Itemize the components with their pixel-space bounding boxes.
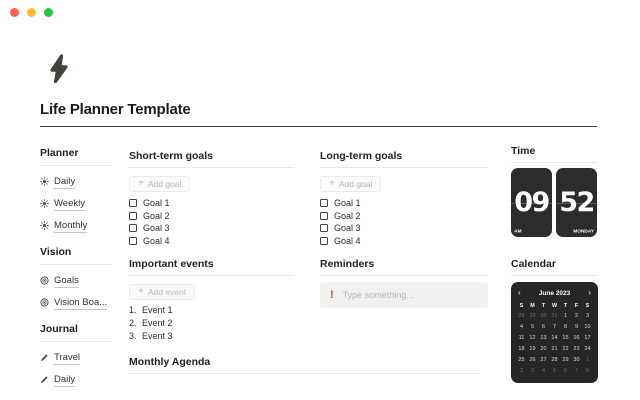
sidebar-section-title: Journal <box>40 323 78 335</box>
section-divider <box>320 167 488 168</box>
item-label: Event 2 <box>142 318 173 329</box>
checkbox[interactable] <box>320 224 328 232</box>
add-goal-button[interactable]: + Add goal <box>129 176 190 192</box>
section-time <box>511 145 597 237</box>
clock-hours: 09 <box>514 187 549 218</box>
page-title: Life Planner Template <box>40 101 191 118</box>
calendar-day-cell[interactable]: 22 <box>562 346 569 352</box>
calendar-day-cell[interactable]: 1 <box>563 313 568 319</box>
event-list <box>129 304 294 342</box>
section-divider <box>129 373 480 374</box>
window-minimize-button[interactable] <box>27 8 36 17</box>
goal-row <box>320 197 488 210</box>
clock-weekday: MONDAY <box>573 229 594 234</box>
calendar-day-cell[interactable]: 30 <box>573 357 580 363</box>
section-title: Long-term goals <box>320 150 403 162</box>
section-monthly-agenda <box>129 356 480 374</box>
checkbox[interactable] <box>320 212 328 220</box>
item-label: Goal 1 <box>143 198 170 209</box>
calendar-day-cell[interactable]: 3 <box>585 313 590 319</box>
item-label: Event 3 <box>142 330 173 341</box>
section-title: Calendar <box>511 258 556 270</box>
section-divider <box>129 167 294 168</box>
calendar-prev-icon[interactable]: ‹ <box>518 288 521 297</box>
goal-row <box>320 235 488 248</box>
list-number: 1. <box>129 305 137 316</box>
calendar-grid <box>516 311 593 377</box>
list-number: 3. <box>129 330 137 341</box>
calendar-day-cell[interactable]: 2 <box>574 313 579 319</box>
sidebar-section <box>40 146 112 237</box>
sidebar-item-label: Daily <box>54 373 76 385</box>
calendar-day-cell[interactable]: 7 <box>574 368 579 374</box>
sidebar-section-title: Planner <box>40 147 79 159</box>
clock-meridiem: AM <box>514 229 522 234</box>
clock-minutes: 52 <box>559 187 594 218</box>
section-divider <box>511 275 597 276</box>
plus-icon: + <box>138 178 144 189</box>
section-divider <box>129 275 294 276</box>
calendar-day-headers <box>516 301 593 311</box>
calendar-day-header: M <box>530 303 535 309</box>
section-reminders <box>320 258 488 308</box>
section-long-term-goals <box>320 150 488 247</box>
section-short-term-goals <box>129 150 294 247</box>
calendar-day-cell[interactable]: 25 <box>518 357 525 363</box>
calendar-day-cell[interactable]: 8 <box>585 368 590 374</box>
calendar-day-cell[interactable]: 29 <box>529 313 536 319</box>
calendar-day-cell[interactable]: 14 <box>551 335 558 341</box>
calendar-day-cell[interactable]: 11 <box>518 335 525 341</box>
calendar-day-cell[interactable]: 29 <box>562 357 569 363</box>
calendar-day-cell[interactable]: 19 <box>529 346 536 352</box>
long-term-goal-list <box>320 197 488 247</box>
calendar-day-header: S <box>519 303 524 309</box>
checkbox[interactable] <box>129 224 137 232</box>
calendar-day-header: W <box>551 303 558 309</box>
item-label: Goal 2 <box>334 210 361 221</box>
event-row <box>129 304 294 317</box>
calendar-day-cell[interactable]: 13 <box>540 335 547 341</box>
goal-row <box>129 197 294 210</box>
section-divider <box>320 275 488 276</box>
calendar-day-header: T <box>541 303 546 309</box>
sidebar-item-label: Travel <box>54 351 81 363</box>
calendar-day-cell[interactable]: 3 <box>530 368 535 374</box>
item-label: Goal 3 <box>143 223 170 234</box>
calendar-day-cell[interactable]: 20 <box>540 346 547 352</box>
checkbox[interactable] <box>320 199 328 207</box>
exclamation-icon: ! <box>330 289 334 301</box>
calendar-day-cell[interactable]: 17 <box>584 335 591 341</box>
section-title: Reminders <box>320 258 375 270</box>
calendar-day-header: S <box>585 303 590 309</box>
calendar-nav <box>516 287 593 299</box>
sidebar-item-daily[interactable] <box>40 369 112 391</box>
goal-row <box>129 222 294 235</box>
sidebar-section <box>40 322 112 391</box>
sidebar-divider <box>40 264 112 265</box>
sidebar-item-weekly[interactable] <box>40 193 112 215</box>
sidebar-item-monthly[interactable] <box>40 215 112 237</box>
checkbox[interactable] <box>129 199 137 207</box>
calendar-day-cell[interactable]: 23 <box>573 346 580 352</box>
goal-row <box>320 222 488 235</box>
checkbox[interactable] <box>129 212 137 220</box>
plus-icon: + <box>138 286 144 297</box>
calendar-day-cell[interactable]: 9 <box>574 324 579 330</box>
section-title: Time <box>511 145 536 157</box>
item-label: Goal 2 <box>143 210 170 221</box>
calendar-day-cell[interactable]: 31 <box>551 313 558 319</box>
calendar-day-cell[interactable]: 12 <box>529 335 536 341</box>
calendar-day-cell[interactable]: 30 <box>540 313 547 319</box>
add-goal-button[interactable]: + Add goal <box>320 176 381 192</box>
pencil-icon <box>40 349 49 367</box>
checkbox[interactable] <box>129 237 137 245</box>
calendar-day-cell[interactable]: 28 <box>551 357 558 363</box>
event-row <box>129 317 294 330</box>
item-label: Event 1 <box>142 305 173 316</box>
target-icon <box>40 272 49 290</box>
sidebar-item-label: Goals <box>54 274 79 286</box>
calendar-day-cell[interactable]: 26 <box>529 357 536 363</box>
calendar-day-cell[interactable]: 16 <box>573 335 580 341</box>
sidebar-divider <box>40 165 112 166</box>
sidebar-item-goals[interactable] <box>40 270 112 292</box>
section-divider <box>511 162 597 163</box>
calendar-day-cell[interactable]: 24 <box>584 346 591 352</box>
calendar-day-cell[interactable]: 4 <box>541 368 546 374</box>
calendar-day-cell[interactable]: 5 <box>530 324 535 330</box>
clock-minutes-card <box>556 168 597 237</box>
calendar-day-cell[interactable]: 10 <box>584 324 591 330</box>
section-calendar <box>511 258 597 383</box>
sidebar <box>40 146 112 399</box>
item-label: Goal 4 <box>143 235 170 246</box>
lightning-icon <box>46 53 72 85</box>
sun-icon <box>40 173 49 191</box>
clock-hours-card <box>511 168 552 237</box>
reminder-input[interactable] <box>320 282 488 308</box>
calendar-next-icon[interactable]: › <box>588 288 591 297</box>
calendar-day-cell[interactable]: 8 <box>563 324 568 330</box>
target-icon <box>40 294 49 312</box>
sidebar-item-daily[interactable] <box>40 171 112 193</box>
list-number: 2. <box>129 318 137 329</box>
calendar-day-cell[interactable]: 28 <box>518 313 525 319</box>
sidebar-item-travel[interactable] <box>40 347 112 369</box>
calendar-day-cell[interactable]: 27 <box>540 357 547 363</box>
calendar-day-header: T <box>563 303 568 309</box>
item-label: Goal 3 <box>334 223 361 234</box>
window-close-button[interactable] <box>10 8 19 17</box>
calendar-day-cell[interactable]: 4 <box>519 324 524 330</box>
section-title: Monthly Agenda <box>129 356 211 368</box>
section-title: Short-term goals <box>129 150 214 162</box>
calendar-day-cell[interactable]: 2 <box>519 368 524 374</box>
calendar-widget <box>511 282 598 383</box>
short-term-goal-list <box>129 197 294 247</box>
sidebar-divider <box>40 341 112 342</box>
window-zoom-button[interactable] <box>44 8 53 17</box>
sidebar-item-vision-boa[interactable] <box>40 292 112 314</box>
sidebar-item-label: Weekly <box>54 197 85 209</box>
calendar-day-cell[interactable]: 15 <box>562 335 569 341</box>
sun-icon <box>40 195 49 213</box>
calendar-day-cell[interactable]: 18 <box>518 346 525 352</box>
plus-icon: + <box>329 178 335 189</box>
calendar-day-cell[interactable]: 7 <box>552 324 557 330</box>
calendar-day-header: F <box>574 303 579 309</box>
goal-row <box>320 210 488 223</box>
calendar-day-cell[interactable]: 5 <box>552 368 557 374</box>
item-label: Goal 4 <box>334 235 361 246</box>
goal-row <box>129 235 294 248</box>
reminder-placeholder: Type something... <box>342 290 414 300</box>
calendar-day-cell[interactable]: 1 <box>585 357 590 363</box>
calendar-day-cell[interactable]: 6 <box>541 324 546 330</box>
add-event-button[interactable]: + Add event <box>129 284 195 300</box>
sidebar-item-label: Monthly <box>54 219 88 231</box>
calendar-day-cell[interactable]: 6 <box>563 368 568 374</box>
calendar-month-label: June 2023 <box>538 289 571 297</box>
sidebar-section-title: Vision <box>40 246 72 258</box>
event-row <box>129 330 294 343</box>
item-label: Goal 1 <box>334 198 361 209</box>
sidebar-section <box>40 245 112 314</box>
section-important-events <box>129 258 294 342</box>
flip-clock <box>511 168 597 237</box>
sidebar-item-label: Vision Boa... <box>54 296 108 308</box>
pencil-icon <box>40 371 49 389</box>
sun-icon <box>40 217 49 235</box>
sidebar-item-label: Daily <box>54 175 76 187</box>
title-divider <box>40 126 597 127</box>
checkbox[interactable] <box>320 237 328 245</box>
calendar-day-cell[interactable]: 21 <box>551 346 558 352</box>
goal-row <box>129 210 294 223</box>
section-title: Important events <box>129 258 214 270</box>
